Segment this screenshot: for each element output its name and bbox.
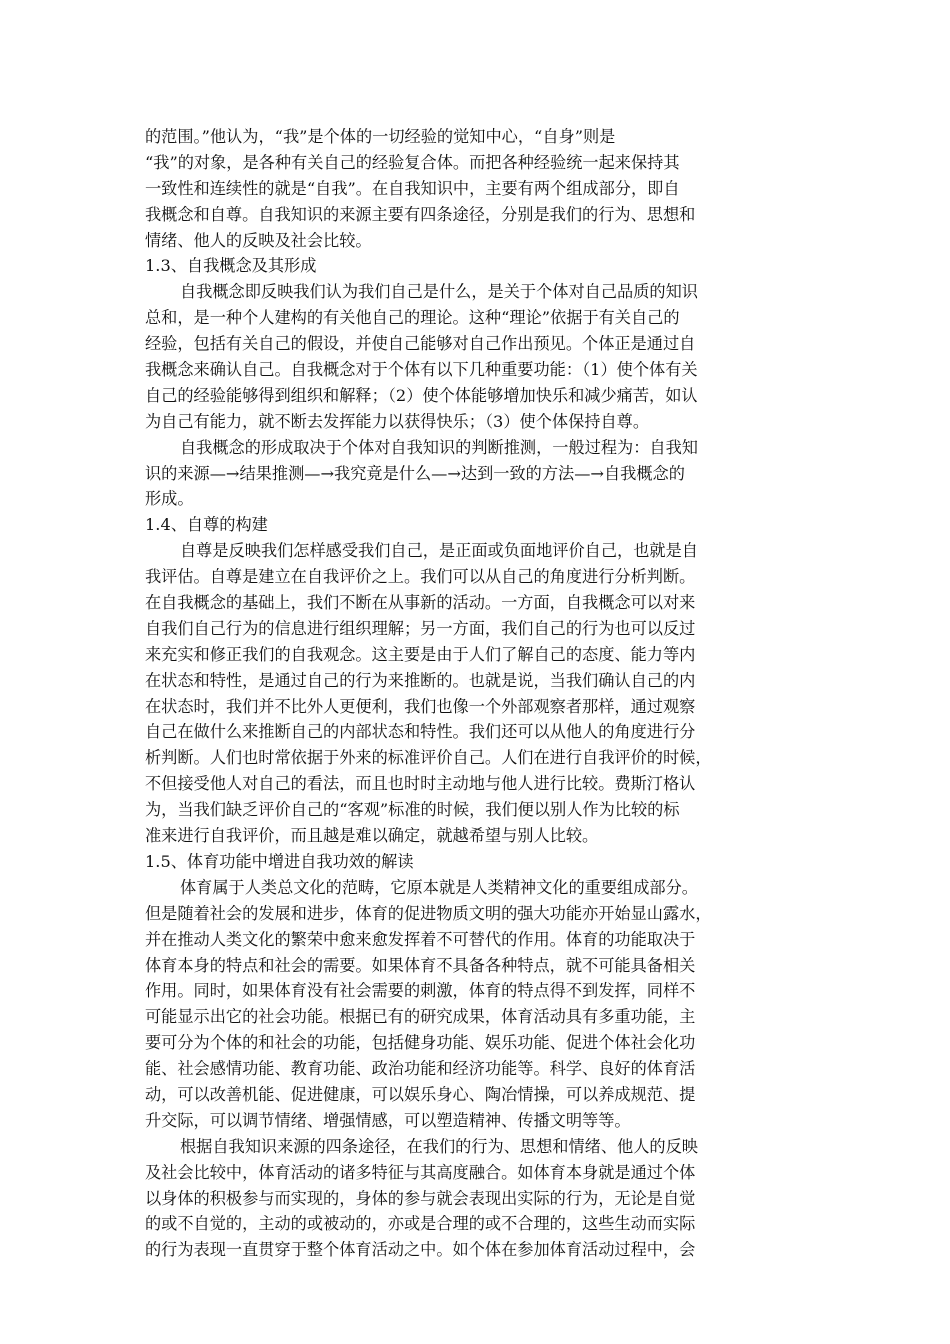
text-line: 但是随着社会的发展和进步，体育的促进物质文明的强大功能亦开始显山露水，	[145, 903, 712, 923]
text-line: 在状态和特性，是通过自己的行为来推断的。也就是说，当我们确认自己的内	[145, 670, 696, 690]
section-heading: 1.3、自我概念及其形成	[145, 256, 317, 276]
text-line: 的或不自觉的，主动的或被动的，亦或是合理的或不合理的，这些生动而实际	[145, 1214, 696, 1234]
text-line: 能、社会感情功能、教育功能、政治功能和经济功能等。科学、良好的体育活	[145, 1059, 696, 1079]
text-line: 以身体的积极参与而实现的，身体的参与就会表现出实际的行为，无论是自觉	[145, 1188, 696, 1208]
section-heading: 1.5、体育功能中增进自我功效的解读	[145, 851, 414, 871]
paragraph	[145, 279, 805, 434]
text-line: 为，当我们缺乏评价自己的“客观”标准的时候，我们便以别人作为比较的标	[145, 800, 680, 820]
section-1-3	[145, 253, 805, 512]
section-heading: 1.4、自尊的构建	[145, 515, 268, 535]
text-line: 我评估。自尊是建立在自我评价之上。我们可以从自己的角度进行分析判断。	[145, 567, 696, 587]
continuation-paragraph	[145, 124, 805, 253]
text-line: 来充实和修正我们的自我观念。这主要是由于人们了解自己的态度、能力等内	[145, 644, 696, 664]
text-line: 在状态时，我们并不比外人更便利，我们也像一个外部观察者那样，通过观察	[145, 696, 696, 716]
text-line: 根据自我知识来源的四条途径，在我们的行为、思想和情绪、他人的反映	[180, 1136, 698, 1156]
text-line: 自我们自己行为的信息进行组织理解；另一方面，我们自己的行为也可以反过	[145, 618, 696, 638]
text-line: 识的来源—→结果推测—→我究竟是什么—→达到一致的方法—→自我概念的	[145, 463, 685, 483]
section-1-4	[145, 512, 805, 849]
text-line: 为自己有能力，就不断去发挥能力以获得快乐；（3）使个体保持自尊。	[145, 411, 650, 431]
document-page	[145, 124, 805, 1263]
text-line: 自我概念的形成取决于个体对自我知识的判断推测，一般过程为：自我知	[180, 437, 698, 457]
paragraph	[145, 538, 805, 849]
text-line: 准来进行自我评价，而且越是难以确定，就越希望与别人比较。	[145, 826, 599, 846]
text-line: 总和，是一种个人建构的有关他自己的理论。这种“理论”依据于有关自己的	[145, 308, 680, 328]
paragraph	[145, 1134, 805, 1263]
text-line: 情绪、他人的反映及社会比较。	[145, 230, 372, 250]
text-line: 一致性和连续性的就是“自我”。在自我知识中，主要有两个组成部分，即自	[145, 178, 680, 198]
text-line: 自我概念即反映我们认为我们自己是什么，是关于个体对自己品质的知识	[180, 282, 698, 302]
text-line: 升交际，可以调节情绪、增强情感，可以塑造精神、传播文明等等。	[145, 1110, 631, 1130]
text-line: 并在推动人类文化的繁荣中愈来愈发挥着不可替代的作用。体育的功能取决于	[145, 929, 696, 949]
text-line: “我”的对象，是各种有关自己的经验复合体。而把各种经验统一起来保持其	[145, 152, 680, 172]
text-line: 体育本身的特点和社会的需要。如果体育不具备各种特点，就不可能具备相关	[145, 955, 696, 975]
text-line: 动，可以改善机能、促进健康，可以娱乐身心、陶冶情操，可以养成规范、提	[145, 1084, 696, 1104]
text-line: 经验，包括有关自己的假设，并使自己能够对自己作出预见。个体正是通过自	[145, 334, 696, 354]
text-line: 自己的经验能够得到组织和解释；（2）使个体能够增加快乐和减少痛苦，如认	[145, 385, 698, 405]
text-line: 的范围。”他认为，“我”是个体的一切经验的觉知中心，“自身”则是	[145, 127, 616, 146]
paragraph	[145, 875, 805, 1134]
text-line: 在自我概念的基础上，我们不断在从事新的活动。一方面，自我概念可以对来	[145, 593, 696, 613]
text-line: 自尊是反映我们怎样感受我们自己，是正面或负面地评价自己，也就是自	[180, 541, 698, 561]
text-line: 形成。	[145, 489, 194, 509]
paragraph	[145, 435, 805, 513]
text-line: 析判断。人们也时常依据于外来的标准评价自己。人们在进行自我评价的时候，	[145, 748, 712, 768]
text-line: 我概念和自尊。自我知识的来源主要有四条途径，分别是我们的行为、思想和	[145, 204, 696, 224]
text-line: 自己在做什么来推断自己的内部状态和特性。我们还可以从他人的角度进行分	[145, 722, 696, 742]
text-line: 不但接受他人对自己的看法，而且也时时主动地与他人进行比较。费斯汀格认	[145, 774, 696, 794]
text-line: 体育属于人类总文化的范畴，它原本就是人类精神文化的重要组成部分。	[180, 877, 698, 897]
text-line: 我概念来确认自己。自我概念对于个体有以下几种重要功能：（1）使个体有关	[145, 360, 698, 380]
text-line: 的行为表现一直贯穿于整个体育活动之中。如个体在参加体育活动过程中，会	[145, 1240, 696, 1260]
text-line: 要可分为个体的和社会的功能，包括健身功能、娱乐功能、促进个体社会化功	[145, 1033, 696, 1053]
text-line: 作用。同时，如果体育没有社会需要的刺激，体育的特点得不到发挥，同样不	[145, 981, 696, 1001]
section-1-5	[145, 849, 805, 1263]
text-line: 可能显示出它的社会功能。根据已有的研究成果，体育活动具有多重功能，主	[145, 1007, 696, 1027]
text-line: 及社会比较中，体育活动的诸多特征与其高度融合。如体育本身就是通过个体	[145, 1162, 696, 1182]
